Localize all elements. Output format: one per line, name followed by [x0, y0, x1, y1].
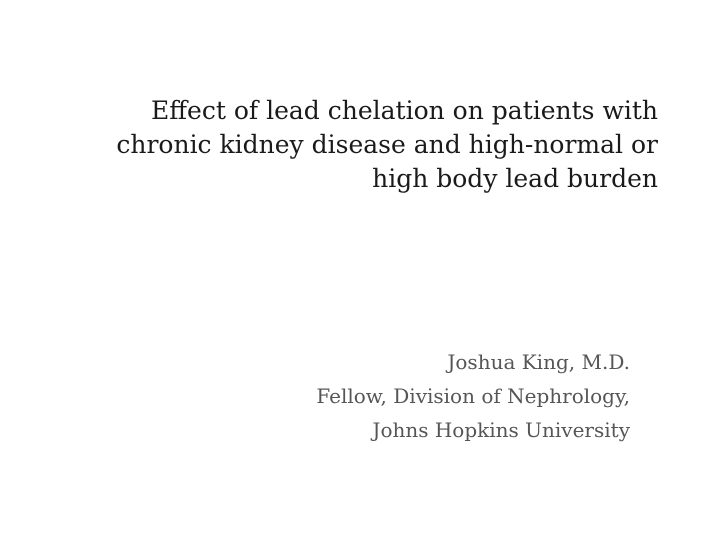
presenter-institution: Johns Hopkins University [372, 418, 630, 442]
title-line-2: chronic kidney disease and high-normal or [116, 130, 658, 159]
slide-subtitle [110, 345, 630, 447]
presenter-name: Joshua King, M.D. [447, 350, 630, 374]
presenter-position: Fellow, Division of Nephrology, [316, 384, 630, 408]
title-line-1: Effect of lead chelation on patients with [151, 96, 658, 125]
slide-title [38, 94, 658, 196]
title-line-3: high body lead burden [372, 164, 658, 193]
